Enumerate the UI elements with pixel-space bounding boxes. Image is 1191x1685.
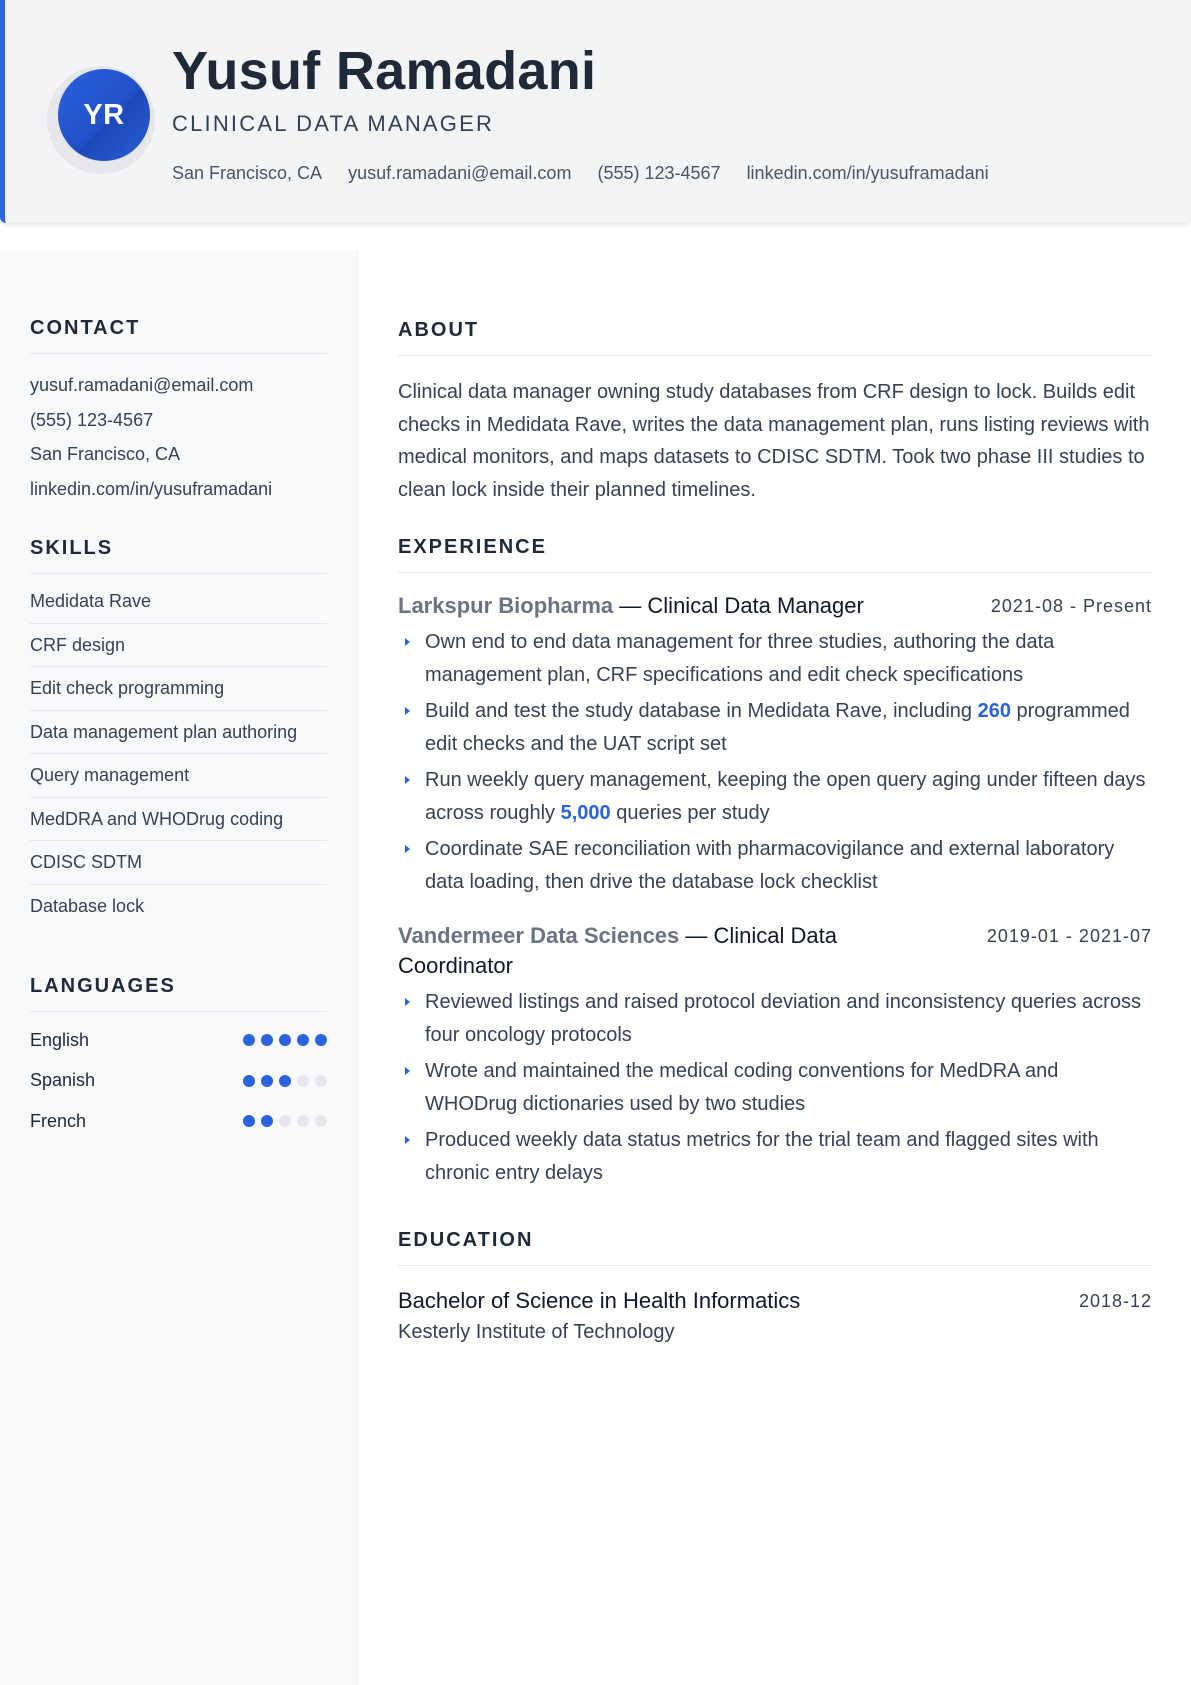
language-row: [30, 1061, 327, 1102]
level-dot-filled-icon: [261, 1075, 273, 1087]
level-dot-filled-icon: [261, 1034, 273, 1046]
header-contact-line: [172, 160, 1010, 186]
candidate-name: Yusuf Ramadani: [172, 41, 597, 101]
company-name: Larkspur Biopharma: [398, 593, 614, 618]
sidebar-phone[interactable]: (555) 123-4567: [30, 409, 154, 430]
language-level: [243, 1115, 327, 1127]
bullet-item: [398, 986, 1152, 1051]
bullet-marker-icon: [405, 998, 410, 1006]
bullet-text: Reviewed listings and raised protocol deviation and inconsistency queries across four oncology protocols: [425, 991, 1141, 1046]
language-row: [30, 1101, 327, 1142]
separator: —: [679, 923, 714, 948]
about-heading: ABOUT: [398, 318, 1152, 356]
bullet-marker-icon: [405, 1067, 410, 1075]
bullet-item: [398, 1055, 1152, 1120]
about-text: Clinical data manager owning study databases from CRF design to lock. Builds edit checks in Medidata Rave, writes the data management plan, runs listing reviews with medical monitors, and maps datasets to CDISC SDTM. Took two phase III studies to clean lock inside their planned timelines.: [398, 381, 1150, 501]
skill-item: MedDRA and WHODrug coding: [30, 798, 327, 842]
bullet-marker-icon: [405, 707, 410, 715]
job-entry: [398, 591, 1152, 902]
language-name: French: [30, 1110, 87, 1131]
sidebar-location: San Francisco, CA: [30, 444, 181, 464]
level-dot-empty-icon: [297, 1075, 309, 1087]
job-entry: [398, 921, 1152, 1193]
education-school: Kesterly Institute of Technology: [398, 1321, 675, 1343]
experience-heading: EXPERIENCE: [398, 535, 1152, 573]
company-name: Vandermeer Data Sciences: [398, 923, 680, 948]
bullet-item: [398, 764, 1152, 829]
education-degree: Bachelor of Science in Health Informatics: [398, 1288, 801, 1313]
about-section: [398, 318, 1152, 506]
level-dot-filled-icon: [279, 1034, 291, 1046]
bullet-text: programmed edit checks and the UAT script set: [425, 700, 1130, 755]
level-dot-filled-icon: [261, 1115, 273, 1127]
sidebar: [0, 251, 358, 1685]
level-dot-filled-icon: [279, 1075, 291, 1087]
bullet-text: Run weekly query management, keeping the open query aging under fifteen days across roughly: [425, 769, 1146, 824]
skills-section: [30, 536, 327, 928]
bullet-text: Own end to end data management for three studies, authoring the data management plan, CRF specifications and edit check specifications: [425, 631, 1055, 686]
level-dot-filled-icon: [243, 1034, 255, 1046]
job-dates: 2019-01 - 2021-07: [986, 926, 1152, 946]
level-dot-empty-icon: [315, 1075, 327, 1087]
header-phone[interactable]: (555) 123-4567: [597, 163, 721, 183]
language-row: [30, 1020, 327, 1061]
bullet-item: [398, 833, 1152, 898]
job-dates: 2021-08 - Present: [990, 596, 1152, 616]
bullet-highlight: 260: [977, 700, 1011, 722]
header-email[interactable]: yusuf.ramadani@email.com: [348, 163, 572, 183]
job-heading: [398, 921, 868, 981]
language-level: [243, 1075, 327, 1087]
level-dot-filled-icon: [315, 1034, 327, 1046]
role-name: Clinical Data Manager: [647, 593, 864, 618]
skill-item: Edit check programming: [30, 667, 327, 711]
skill-item: CDISC SDTM: [30, 841, 327, 885]
job-heading: [398, 591, 864, 621]
bullet-marker-icon: [405, 776, 410, 784]
job-bullets: [398, 986, 1152, 1189]
bullet-marker-icon: [405, 1136, 410, 1144]
bullet-text: Produced weekly data status metrics for the trial team and flagged sites with chronic entry delays: [425, 1129, 1099, 1184]
languages-heading: LANGUAGES: [30, 974, 327, 1012]
skill-item: Data management plan authoring: [30, 711, 327, 755]
contact-section: [30, 316, 327, 506]
bullet-item: [398, 1124, 1152, 1189]
level-dot-filled-icon: [297, 1034, 309, 1046]
level-dot-filled-icon: [243, 1115, 255, 1127]
language-name: Spanish: [30, 1070, 96, 1091]
bullet-text: Build and test the study database in Medidata Rave, including: [425, 700, 978, 722]
experience-section: [398, 535, 1152, 573]
role-name: Clinical Data Coordinator: [398, 923, 838, 978]
level-dot-empty-icon: [297, 1115, 309, 1127]
bullet-item: [398, 626, 1152, 691]
bullet-marker-icon: [405, 845, 410, 853]
skills-heading: SKILLS: [30, 536, 327, 574]
sidebar-linkedin[interactable]: linkedin.com/in/yusuframadani: [30, 478, 273, 499]
header-location: San Francisco, CA: [172, 163, 323, 183]
sidebar-email[interactable]: yusuf.ramadani@email.com: [30, 375, 254, 395]
level-dot-filled-icon: [243, 1075, 255, 1087]
bullet-text: Wrote and maintained the medical coding conventions for MedDRA and WHODrug dictionaries used by two studies: [425, 1060, 1059, 1115]
avatar: YR: [58, 69, 150, 161]
resume-header: [0, 0, 1191, 223]
job-title: CLINICAL DATA MANAGER: [172, 111, 495, 136]
languages-section: [30, 974, 327, 1142]
bullet-marker-icon: [405, 638, 410, 646]
skill-item: Database lock: [30, 895, 145, 916]
language-level: [243, 1034, 327, 1046]
level-dot-empty-icon: [315, 1115, 327, 1127]
level-dot-empty-icon: [279, 1115, 291, 1127]
bullet-text: Coordinate SAE reconciliation with pharmacovigilance and external laboratory data loading, then drive the database lock checklist: [425, 838, 1115, 893]
education-date: 2018-12: [1078, 1291, 1152, 1311]
language-name: English: [30, 1029, 90, 1050]
header-linkedin[interactable]: linkedin.com/in/yusuframadani: [746, 163, 989, 183]
bullet-highlight: 5,000: [560, 801, 611, 824]
job-bullets: [398, 626, 1152, 898]
education-heading: EDUCATION: [398, 1228, 1152, 1266]
skill-item: Query management: [30, 754, 327, 798]
bullet-text: queries per study: [610, 801, 770, 824]
language-list: [30, 1012, 327, 1142]
skill-item: CRF design: [30, 624, 327, 668]
contact-heading: CONTACT: [30, 316, 327, 354]
skill-item: Medidata Rave: [30, 580, 327, 624]
bullet-item: [398, 695, 1152, 760]
separator: —: [613, 593, 648, 618]
education-section: [398, 1228, 1152, 1348]
